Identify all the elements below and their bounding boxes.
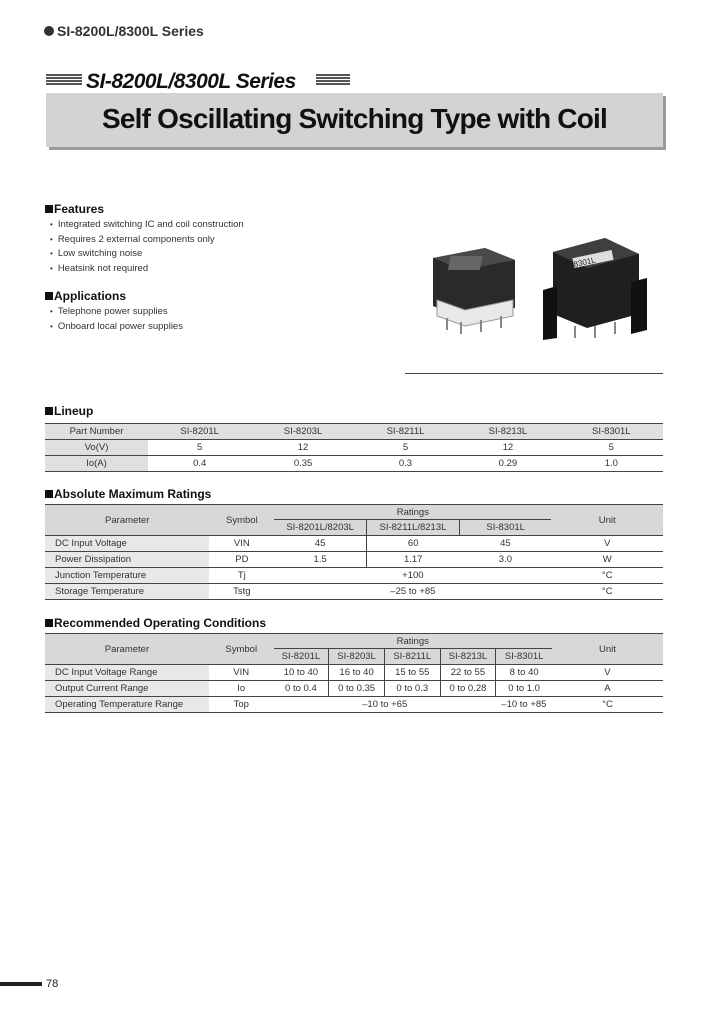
table-cell: 5	[355, 440, 456, 456]
table-header: SI-8211L/8213L	[367, 520, 460, 536]
table-cell: 1.5	[274, 552, 366, 568]
table-cell: Tstg	[209, 584, 274, 600]
table-cell: 0.35	[251, 456, 354, 472]
table-header: Symbol	[209, 505, 274, 536]
table-cell: –10 to +85	[496, 697, 552, 713]
square-bullet-icon	[45, 619, 53, 627]
table-cell: 16 to 40	[329, 665, 385, 681]
table-header: Unit	[552, 634, 663, 665]
table-header: Parameter	[45, 634, 209, 665]
table-header: Ratings	[274, 505, 551, 520]
square-bullet-icon	[45, 407, 53, 415]
table-cell: 3.0	[459, 552, 551, 568]
features-list	[50, 218, 244, 276]
table-cell: 0.3	[355, 456, 456, 472]
table-header: Unit	[551, 505, 663, 536]
table-row	[45, 568, 663, 584]
table-cell: +100	[274, 568, 551, 584]
table-cell: SI-8203L	[251, 424, 354, 440]
page-bar	[0, 982, 42, 986]
table-header: Parameter	[45, 505, 209, 536]
table-cell: 0 to 0.3	[384, 681, 440, 697]
table-row	[45, 536, 663, 552]
table-cell: SI-8201L	[148, 424, 251, 440]
table-header: SI-8301L	[459, 520, 551, 536]
roc-table	[45, 633, 663, 713]
applications-heading-text: Applications	[54, 289, 127, 303]
square-bullet-icon	[45, 490, 53, 498]
header-series	[44, 23, 204, 39]
table-cell: 0 to 0.35	[329, 681, 385, 697]
list-item: • Heatsink not required	[50, 262, 244, 277]
title-banner	[46, 93, 663, 147]
page-number: 78	[46, 978, 59, 990]
divider-line	[405, 373, 663, 374]
table-cell: –10 to +65	[274, 697, 496, 713]
table-row	[45, 681, 663, 697]
table-header: SI-8203L	[329, 649, 385, 665]
table-cell: Storage Temperature	[45, 584, 209, 600]
table-cell: Output Current Range	[45, 681, 209, 697]
table-cell: –25 to +85	[274, 584, 551, 600]
roc-heading	[45, 616, 266, 630]
table-cell: Io	[209, 681, 274, 697]
table-row	[45, 552, 663, 568]
table-row	[45, 634, 663, 649]
features-heading-text: Features	[54, 202, 105, 216]
table-cell: 60	[367, 536, 460, 552]
list-item: • Integrated switching IC and coil construction	[50, 218, 244, 233]
table-cell: SI-8211L	[355, 424, 456, 440]
table-row	[45, 424, 663, 440]
table-cell: 45	[274, 536, 366, 552]
table-header: SI-8301L	[496, 649, 552, 665]
header-series-text: SI-8200L/8300L Series	[57, 23, 204, 39]
table-cell: 5	[148, 440, 251, 456]
lineup-heading-text: Lineup	[54, 404, 94, 418]
table-header: Ratings	[274, 634, 552, 649]
table-header: Symbol	[209, 634, 274, 665]
table-row	[45, 697, 663, 713]
photo-label: 8301L	[572, 255, 597, 270]
square-bullet-icon	[45, 292, 53, 300]
table-cell: SI-8213L	[456, 424, 559, 440]
applications-heading	[45, 289, 126, 303]
table-cell: Io(A)	[45, 456, 148, 472]
table-header: SI-8201L	[274, 649, 329, 665]
table-cell: °C	[551, 584, 663, 600]
table-cell: V	[552, 665, 663, 681]
table-cell: Power Dissipation	[45, 552, 209, 568]
banner-deco-right	[316, 74, 350, 88]
lineup-heading	[45, 404, 93, 418]
table-cell: °C	[551, 568, 663, 584]
table-cell: 12	[251, 440, 354, 456]
table-row	[45, 584, 663, 600]
table-cell: 1.17	[367, 552, 460, 568]
table-cell: W	[551, 552, 663, 568]
table-cell: VIN	[209, 536, 274, 552]
table-cell: 0.4	[148, 456, 251, 472]
table-cell: Operating Temperature Range	[45, 697, 209, 713]
table-cell: 22 to 55	[440, 665, 496, 681]
amr-heading	[45, 487, 211, 501]
table-cell: 12	[456, 440, 559, 456]
table-cell: 0.29	[456, 456, 559, 472]
table-cell: SI-8301L	[560, 424, 663, 440]
applications-list	[50, 305, 183, 334]
table-cell: 45	[459, 536, 551, 552]
bullet-dot-icon	[44, 26, 54, 36]
table-cell: DC Input Voltage	[45, 536, 209, 552]
table-header: SI-8201L/8203L	[274, 520, 366, 536]
table-cell: Part Number	[45, 424, 148, 440]
table-cell: °C	[552, 697, 663, 713]
table-row	[45, 456, 663, 472]
list-item: • Low switching noise	[50, 247, 244, 262]
table-cell: 0 to 0.4	[274, 681, 329, 697]
table-cell: V	[551, 536, 663, 552]
table-row	[45, 505, 663, 520]
table-cell: Junction Temperature	[45, 568, 209, 584]
list-item: • Telephone power supplies	[50, 305, 183, 320]
table-header: SI-8211L	[384, 649, 440, 665]
features-heading	[45, 202, 104, 216]
table-cell: DC Input Voltage Range	[45, 665, 209, 681]
table-cell: PD	[209, 552, 274, 568]
roc-heading-text: Recommended Operating Conditions	[54, 616, 267, 630]
banner-deco-left	[46, 74, 82, 88]
table-cell: 0 to 0.28	[440, 681, 496, 697]
table-cell: 8 to 40	[496, 665, 552, 681]
table-cell: Vo(V)	[45, 440, 148, 456]
page-title: Self Oscillating Switching Type with Coil	[102, 103, 607, 134]
series-title: SI-8200L/8300L Series	[86, 70, 296, 93]
square-bullet-icon	[45, 205, 53, 213]
table-cell: 10 to 40	[274, 665, 329, 681]
table-cell: Tj	[209, 568, 274, 584]
list-item: • Requires 2 external components only	[50, 233, 244, 248]
table-row	[45, 665, 663, 681]
lineup-table	[45, 423, 663, 472]
table-header: SI-8213L	[440, 649, 496, 665]
table-cell: 15 to 55	[384, 665, 440, 681]
table-cell: 5	[560, 440, 663, 456]
table-row	[45, 440, 663, 456]
amr-table	[45, 504, 663, 600]
table-cell: VIN	[209, 665, 274, 681]
table-cell: 0 to 1.0	[496, 681, 552, 697]
table-cell: 1.0	[560, 456, 663, 472]
amr-heading-text: Absolute Maximum Ratings	[54, 487, 212, 501]
list-item: • Onboard local power supplies	[50, 320, 183, 335]
table-cell: Top	[209, 697, 274, 713]
product-photo	[425, 230, 660, 340]
table-cell: A	[552, 681, 663, 697]
